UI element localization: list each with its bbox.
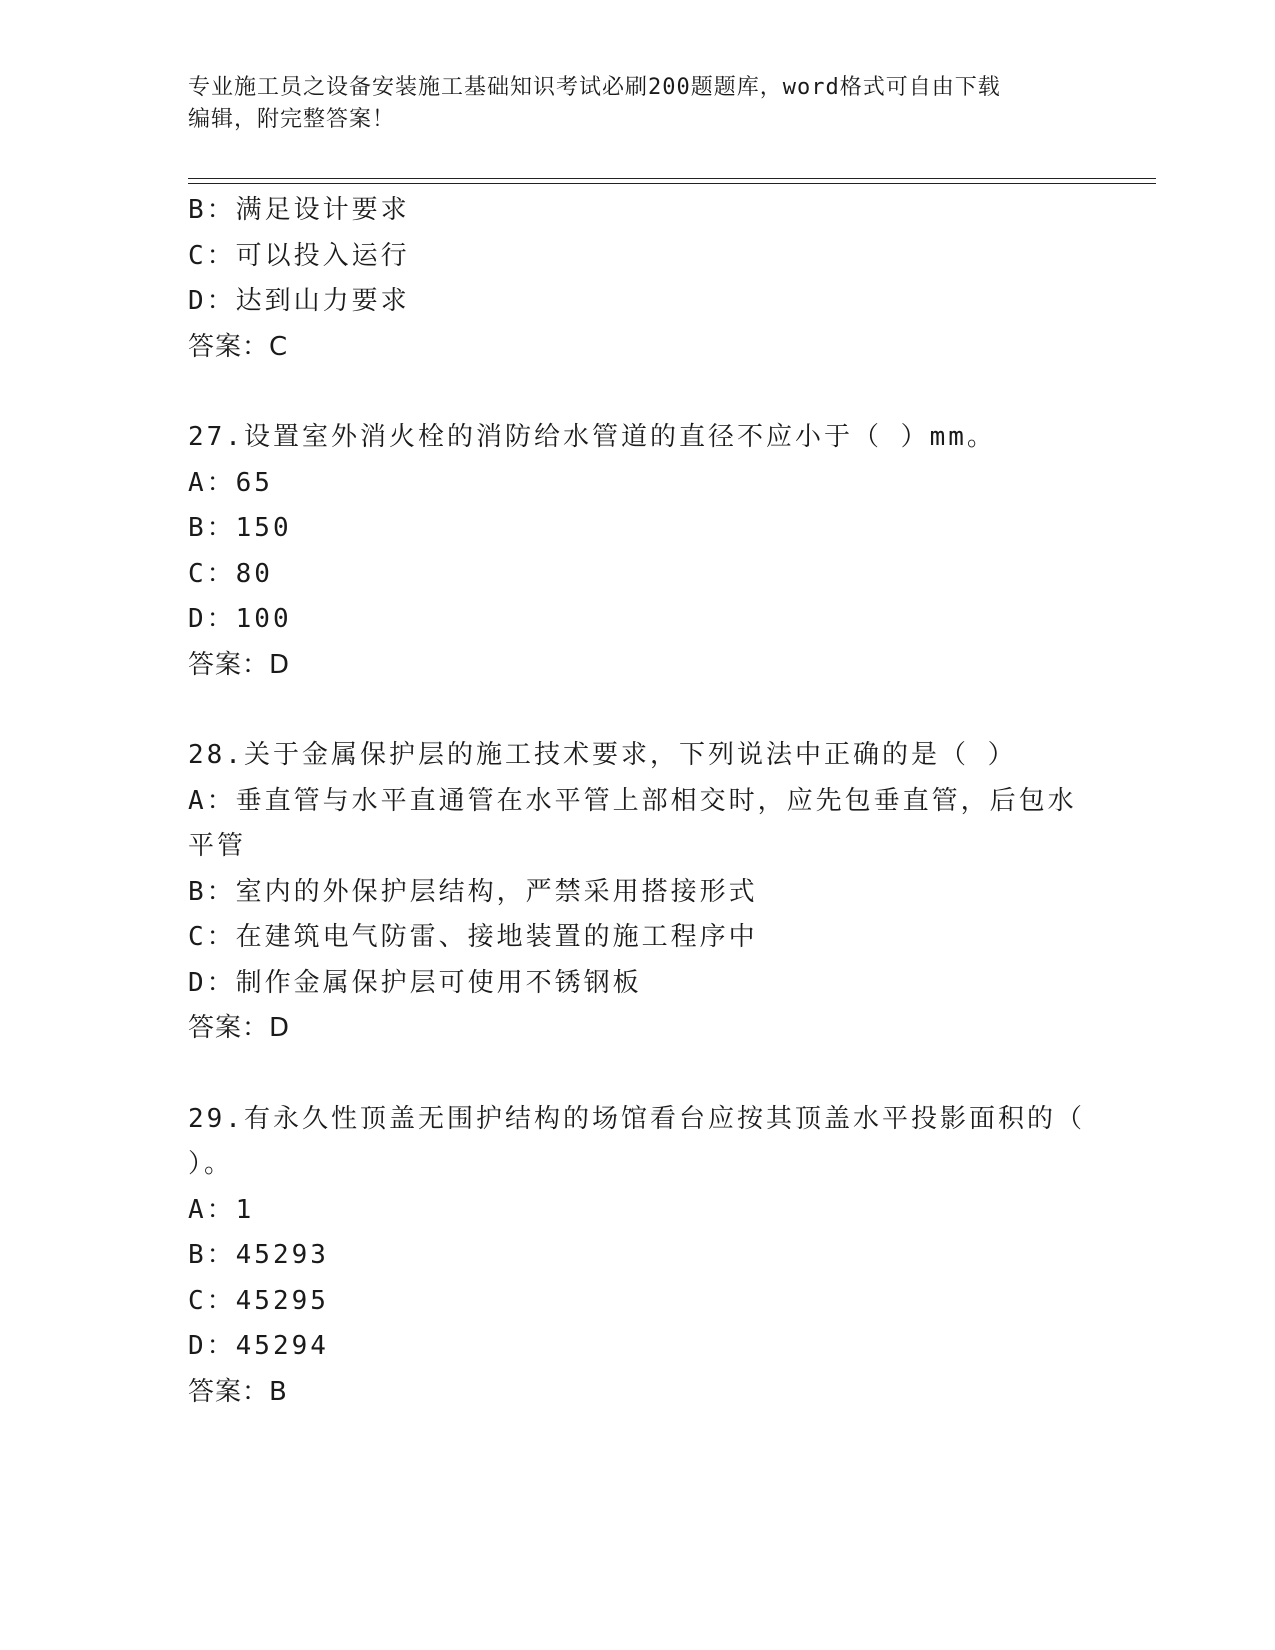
header-divider-bottom — [188, 183, 1156, 184]
answer: 答案：D — [188, 649, 291, 680]
question-stem: 27.设置室外消火栓的消防给水管道的直径不应小于（ ）mm。 — [188, 422, 996, 452]
option-c: C：可以投入运行 — [188, 240, 410, 271]
option-a: A：1 — [188, 1194, 255, 1225]
option-a: A：垂直管与水平直通管在水平管上部相交时，应先包垂直管，后包水 — [188, 785, 1077, 816]
question-27 — [188, 415, 1088, 688]
option-a-continued: 平管 — [188, 831, 247, 861]
header-line-2: 编辑，附完整答案！ — [188, 107, 396, 132]
option-d: D：45294 — [188, 1331, 329, 1361]
option-c: C：80 — [188, 558, 273, 589]
option-b: B：满足设计要求 — [188, 195, 410, 225]
question-list — [188, 188, 1088, 1415]
option-c: C：在建筑电气防雷、接地装置的施工程序中 — [188, 922, 758, 952]
option-c: C：45295 — [188, 1285, 329, 1316]
question-26-tail — [188, 188, 1088, 370]
header-line-1: 专业施工员之设备安装施工基础知识考试必刷200题题库，word格式可自由下载 — [188, 75, 1001, 100]
option-b: B：室内的外保护层结构，严禁采用搭接形式 — [188, 876, 758, 907]
option-d: D：制作金属保护层可使用不锈钢板 — [188, 967, 642, 998]
answer: 答案：B — [188, 1376, 288, 1407]
document-header — [188, 72, 1088, 136]
option-d: D：达到山力要求 — [188, 286, 410, 316]
option-b: B：150 — [188, 513, 292, 543]
question-stem: 29.有永久性顶盖无围护结构的场馆看台应按其顶盖水平投影面积的（ — [188, 1103, 1085, 1134]
answer: 答案：D — [188, 1013, 291, 1043]
question-stem-continued: ）。 — [188, 1149, 234, 1179]
question-29 — [188, 1097, 1088, 1416]
option-b: B：45293 — [188, 1240, 329, 1270]
header-divider-top — [188, 178, 1156, 179]
question-28 — [188, 733, 1088, 1052]
option-a: A：65 — [188, 467, 273, 498]
question-stem: 28.关于金属保护层的施工技术要求，下列说法中正确的是（ ） — [188, 740, 1017, 770]
option-d: D：100 — [188, 604, 292, 634]
answer: 答案：C — [188, 331, 289, 362]
